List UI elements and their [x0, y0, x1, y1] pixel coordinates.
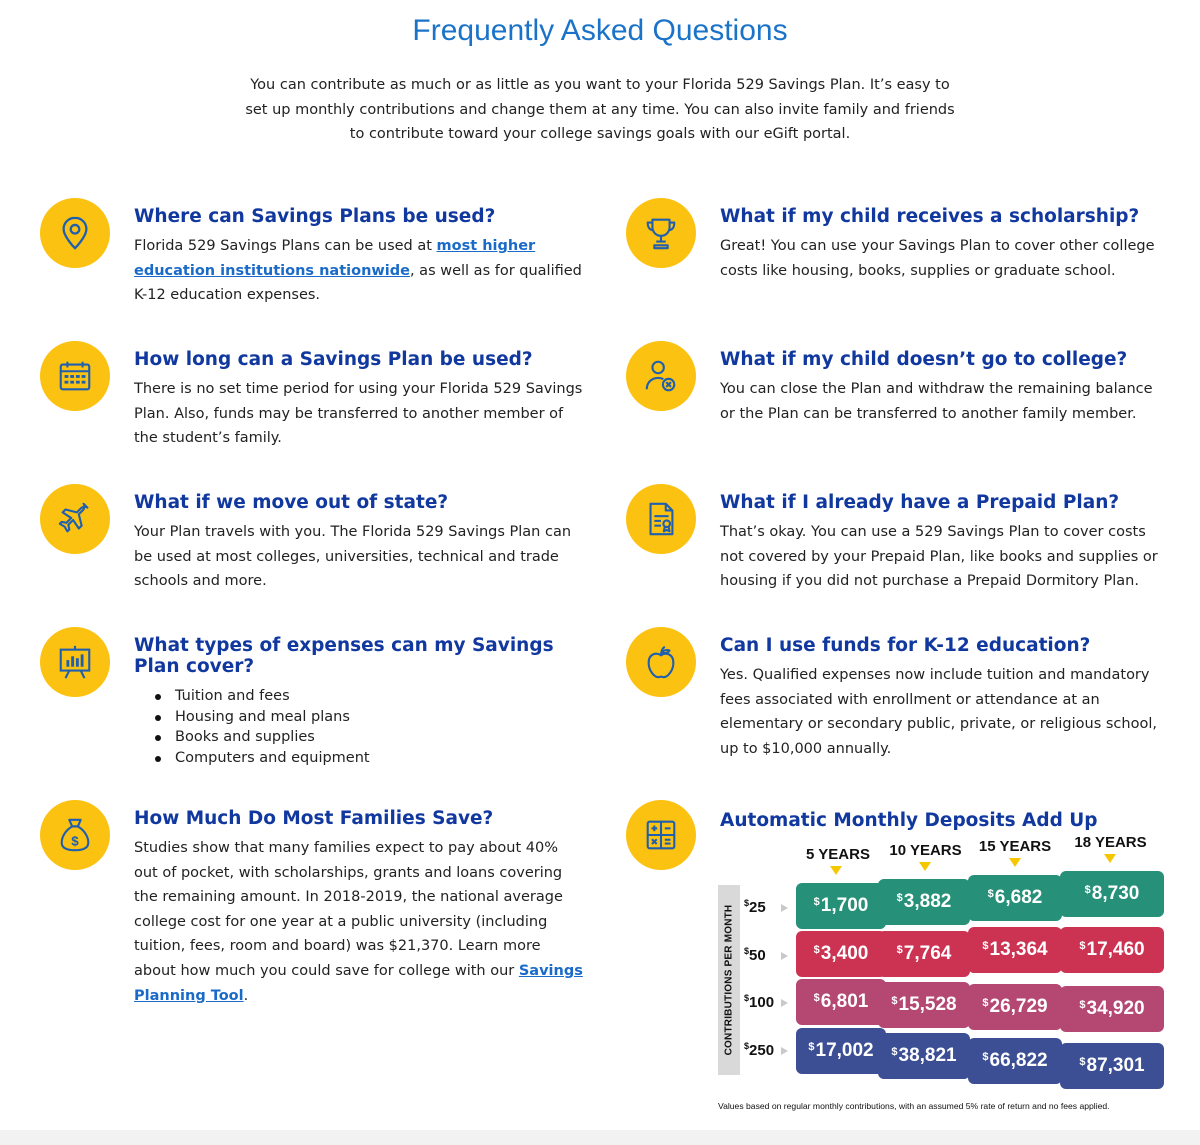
table-cell: $ 17,002	[796, 1028, 886, 1074]
footnote: Values based on regular monthly contributions, with an assumed 5% rate of return and no fees applied.	[718, 1101, 1110, 1111]
trophy-icon	[626, 198, 696, 268]
faq-question: Can I use funds for K-12 education?	[720, 635, 1091, 656]
svg-text:$: $	[71, 833, 79, 849]
faq-question: Automatic Monthly Deposits Add Up	[720, 810, 1098, 831]
deposits-table	[718, 830, 1168, 1110]
savings-planning-tool-link[interactable]: Savings Planning Tool	[134, 962, 583, 1004]
row-amount: $25	[744, 898, 794, 916]
faq-scholarship	[626, 198, 1186, 318]
page-footer-strip	[0, 1130, 1200, 1145]
column-header: 18 YEARS	[1074, 834, 1147, 851]
arrow-down-icon	[830, 866, 842, 875]
expenses-list	[155, 686, 370, 768]
table-cell: $ 6,682	[968, 875, 1062, 921]
faq-answer: Studies show that many families expect to pay about 40% out of pocket, with scholarships, grants and loans covering the remaining amount. In 2018-2019, the national average college cost for one year at a public university (including tuition, fees, room and board) was $21,370. Learn more about how much you could save for college with our Savings Planning Tool.	[134, 840, 583, 1004]
faq-where	[40, 198, 600, 318]
table-cell: $ 38,821	[878, 1033, 970, 1079]
institutions-link[interactable]: most higher education institutions nationwide	[134, 238, 536, 279]
faq-question: What if my child doesn’t go to college?	[720, 349, 1128, 370]
faq-move	[40, 484, 600, 604]
calendar-icon	[40, 341, 110, 411]
arrow-down-icon	[1104, 854, 1116, 863]
arrow-down-icon	[919, 862, 931, 871]
faq-answer: Your Plan travels with you. The Florida 529 Savings Plan can be used at most colleges, universities, technical and trade schools and more.	[134, 524, 572, 590]
list-item: Housing and meal plans	[155, 707, 370, 728]
calculator-icon	[626, 800, 696, 870]
faq-question: What if I already have a Prepaid Plan?	[720, 492, 1120, 513]
table-cell: $ 1,700	[796, 883, 886, 929]
arrow-down-icon	[1009, 858, 1021, 867]
table-cell: $ 15,528	[878, 982, 970, 1028]
faq-answer: Great! You can use your Savings Plan to cover other college costs like housing, books, supplies or graduate school.	[720, 238, 1155, 279]
table-cell: $ 34,920	[1060, 986, 1164, 1032]
faq-how-long	[40, 341, 600, 461]
column-header: 5 YEARS	[806, 846, 870, 863]
faq-answer: You can close the Plan and withdraw the remaining balance or the Plan can be transferred to another family member.	[720, 381, 1153, 422]
faq-question: What types of expenses can my Savings Plan cover?	[134, 635, 554, 677]
table-cell: $ 3,882	[878, 879, 970, 925]
list-item: Computers and equipment	[155, 748, 370, 769]
page-title: Frequently Asked Questions	[412, 14, 788, 47]
row-amount: $100	[744, 993, 794, 1011]
column-header: 10 YEARS	[889, 842, 962, 859]
table-cell: $ 17,460	[1060, 927, 1164, 973]
row-amount: $250	[744, 1041, 794, 1059]
money-bag-icon	[40, 800, 110, 870]
intro-text: You can contribute as much or as little as you want to your Florida 529 Savings Plan. It’s easy to set up monthly contributions and change them at any time. You can also invite family and friends to contribute toward your college savings goals with our eGift portal.	[245, 77, 955, 142]
certificate-icon	[626, 484, 696, 554]
faq-no-college	[626, 341, 1186, 461]
faq-k12	[626, 627, 1186, 777]
airplane-icon	[40, 484, 110, 554]
table-cell: $ 7,764	[878, 931, 970, 977]
presentation-chart-icon	[40, 627, 110, 697]
table-cell: $ 26,729	[968, 984, 1062, 1030]
user-cancel-icon	[626, 341, 696, 411]
faq-question: How Much Do Most Families Save?	[134, 808, 494, 829]
table-cell: $ 13,364	[968, 927, 1062, 973]
faq-question: What if we move out of state?	[134, 492, 449, 513]
table-cell: $ 6,801	[796, 979, 886, 1025]
faq-answer: That’s okay. You can use a 529 Savings Plan to cover costs not covered by your Prepaid Plan, like books and supplies or housing if you did not purchase a Prepaid Dormitory Plan.	[720, 524, 1158, 590]
list-item: Books and supplies	[155, 727, 370, 748]
faq-expenses	[40, 627, 600, 777]
table-cell: $ 3,400	[796, 931, 886, 977]
table-cell: $ 8,730	[1060, 871, 1164, 917]
faq-question: How long can a Savings Plan be used?	[134, 349, 533, 370]
list-item: Tuition and fees	[155, 686, 370, 707]
apple-icon	[626, 627, 696, 697]
faq-question: Where can Savings Plans be used?	[134, 206, 496, 227]
table-cell: $ 66,822	[968, 1038, 1062, 1084]
faq-answer: There is no set time period for using your Florida 529 Savings Plan. Also, funds may be transferred to another member of the student’s family.	[134, 381, 583, 447]
location-pin-icon	[40, 198, 110, 268]
faq-question: What if my child receives a scholarship?	[720, 206, 1140, 227]
faq-families	[40, 800, 600, 1004]
contributions-label: CONTRIBUTIONS PER MONTH	[718, 885, 740, 1075]
faq-answer: Florida 529 Savings Plans can be used at most higher education institutions nationwide, as well as for qualified K-12 education expenses.	[134, 238, 582, 304]
faq-answer: Yes. Qualified expenses now include tuition and mandatory fees associated with enrollment or attendance at an elementary or secondary public, private, or religious school, up to $10,000 annually.	[720, 667, 1157, 757]
row-amount: $50	[744, 946, 794, 964]
column-header: 15 YEARS	[978, 838, 1052, 855]
faq-prepaid	[626, 484, 1186, 604]
table-cell: $ 87,301	[1060, 1043, 1164, 1089]
